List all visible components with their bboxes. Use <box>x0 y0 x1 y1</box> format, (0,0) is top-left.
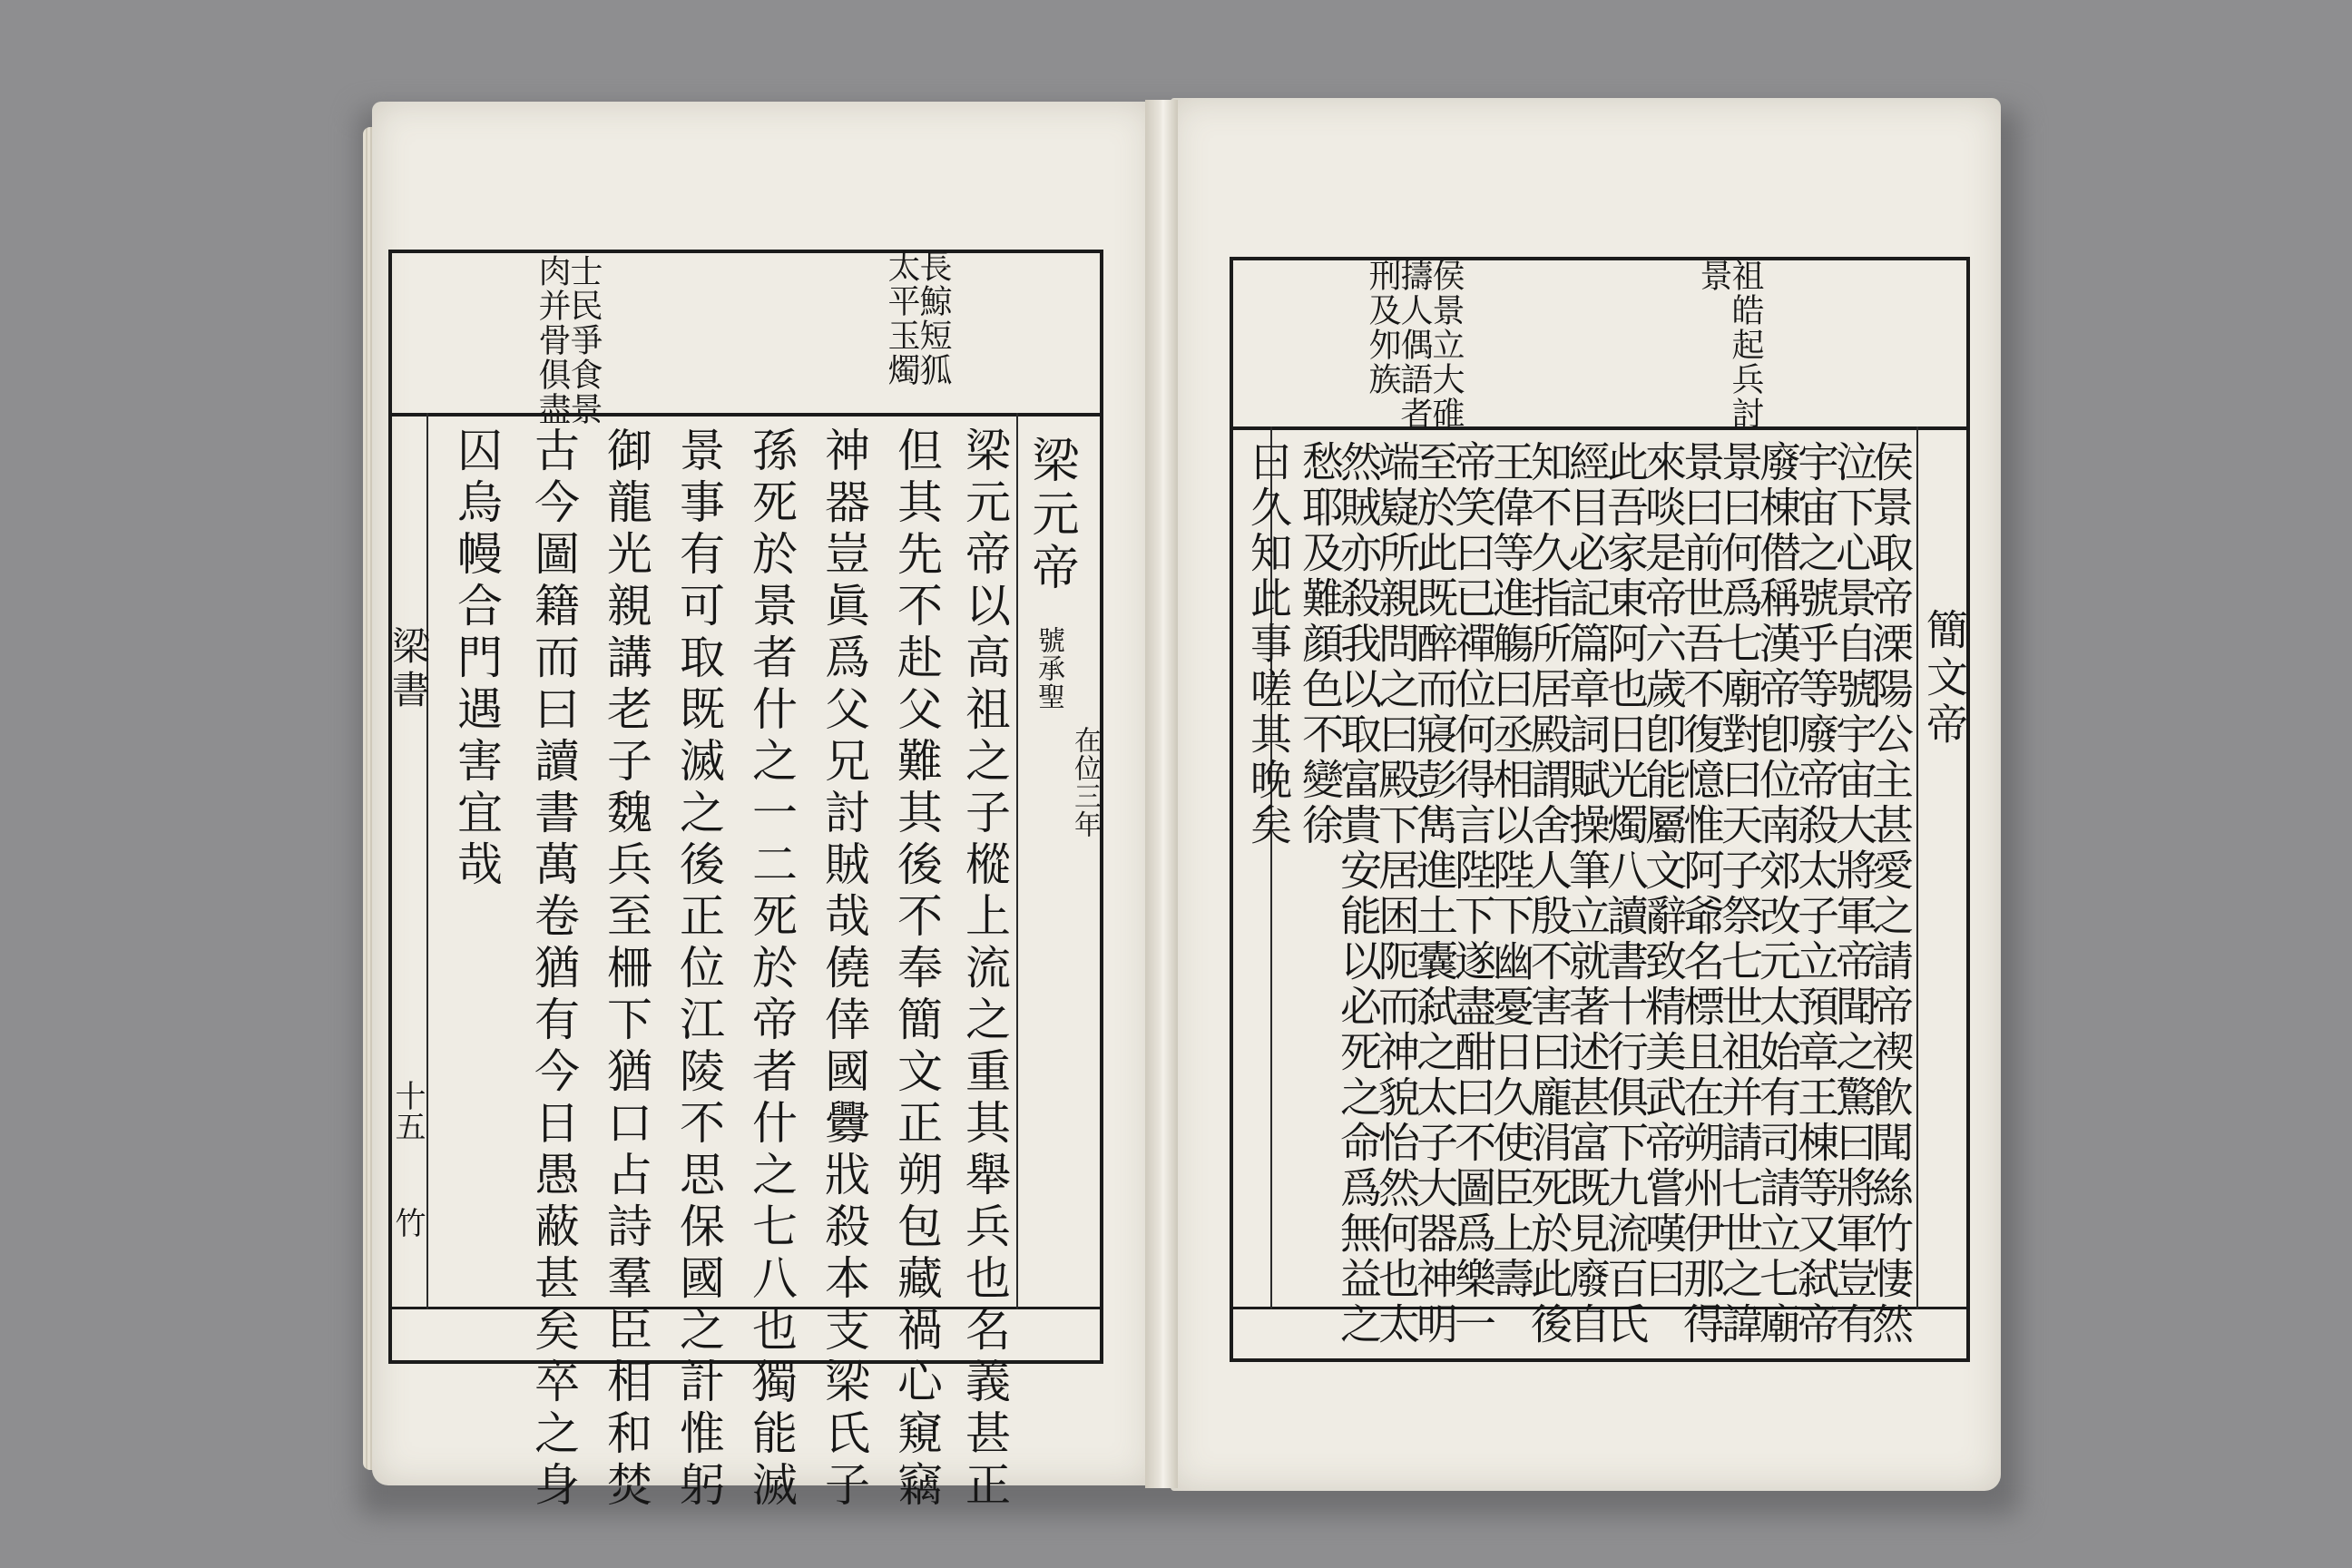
left-header-rule <box>388 413 1100 416</box>
right-header-rule <box>1230 426 1966 430</box>
left-headnote-3: 士民爭食景 <box>565 254 603 426</box>
right-text-column: 曰久知此事嗟其晚矣 <box>1244 440 1293 848</box>
right-text-column: 侯景取帝溧陽公主甚愛之請帝禊飮聞絲竹悽然 <box>1866 440 1915 1348</box>
left-text-column: 景事有可取既滅之後正位江陵不思保國之計惟躬 <box>672 426 725 1513</box>
right-headnote-5: 刑及夘族 <box>1364 259 1401 397</box>
left-text-column: 御龍光親講老子魏兵至柵下猶口占詩羣臣相和焚 <box>600 426 652 1513</box>
left-headnote-1: 長鯨短狐 <box>915 250 952 387</box>
left-text-column: 古今圖籍而曰讀書萬卷猶有今日愚蔽甚矣卒之身 <box>527 426 580 1513</box>
left-text-column: 但其先不赴父難其後不奉簡文正朔包藏禍心窺竊 <box>890 426 943 1513</box>
right-headnote-2: 景 <box>1695 259 1732 293</box>
left-text-column: 神器豈眞爲父兄討賊哉僥倖國釁戕殺本支梁氏子 <box>818 426 870 1513</box>
right-text-column: 帝笑曰已禪位何得言陛下遂盡酣曰不圖爲樂一 <box>1448 440 1497 1348</box>
right-margin-rule <box>1916 426 1918 1309</box>
left-text-column: 梁元帝以高祖之子樅上流之重其舉兵也名義甚正 <box>958 426 1011 1513</box>
left-inner-rule <box>1016 413 1018 1309</box>
right-headnote-4: 擣人偶語者 <box>1396 259 1433 431</box>
book-gutter <box>1145 100 1178 1488</box>
right-text-column: 此吾家東阿也日光燭八讀書十行俱下九流百氏 <box>1601 440 1650 1348</box>
left-margin-rule <box>426 413 428 1309</box>
left-headnote-2: 太平玉燭 <box>883 250 920 387</box>
left-headnote-4: 肉并骨俱盡 <box>534 254 571 426</box>
right-text-column: 廢棟僣稱漢帝卽位南郊改元太始有司請立七廟 <box>1753 440 1802 1348</box>
left-title-column: 梁元帝 <box>1024 436 1078 596</box>
right-text-column: 景曰前世吾不復憶惟阿爺名標且在朔州伊那得 <box>1677 440 1726 1348</box>
right-text-column: 然賊亦殺我以取富貴安能以必死之命爲無益之 <box>1334 440 1383 1348</box>
left-title-subnote-2: 號承聖 <box>1033 626 1064 710</box>
right-headnote-1: 祖皓起兵討 <box>1727 259 1764 431</box>
right-text-column: 宇宙之號乎等廢帝殺太子立預章王棟等又弑帝 <box>1791 440 1840 1348</box>
left-folio-number: 十五 <box>389 1080 426 1142</box>
right-text-column: 端嶷所親問之曰殿下居困阨而神貌怡然何也太 <box>1372 440 1421 1348</box>
right-text-column: 來啖是帝六歲卽能屬文辭致精美武帝嘗嘆曰 <box>1639 440 1688 1302</box>
right-text-column: 景曰何爲七廟對曰天子祭七世祖并請七世之諱 <box>1715 440 1764 1348</box>
right-text-column: 至於此既醉而寢彭雋進土囊弑之太子大器神明 <box>1410 440 1459 1348</box>
left-folio-mark: 竹 <box>389 1207 426 1238</box>
right-text-column: 經目必記篇章詞賦操筆立就著述甚富既見廢自 <box>1563 440 1612 1348</box>
right-text-column: 知不久指所居殿謂舍人殷不害曰龐涓死於此後 <box>1524 440 1573 1348</box>
left-title-subnote: 在位三年 <box>1069 726 1101 838</box>
right-text-column: 王偉等進觴曰丞相以陛下幽憂日久使臣上壽 <box>1486 440 1535 1302</box>
left-margin-book-title: 梁書 <box>387 626 431 713</box>
right-text-column: 泣下心景自號宇宙大將軍帝聞之驚曰將軍豈有 <box>1829 440 1878 1348</box>
left-text-column: 囚烏幔合門遇害宜哉 <box>450 426 503 892</box>
right-text-column: 愁耶及難顔色不變徐 <box>1296 440 1345 848</box>
right-margin-book-title: 簡文帝 <box>1920 608 1969 750</box>
left-text-column: 孫死於景者什之一二死於帝者什之七八也獨能滅 <box>745 426 798 1513</box>
right-headnote-3: 侯景立大碓 <box>1427 259 1465 431</box>
